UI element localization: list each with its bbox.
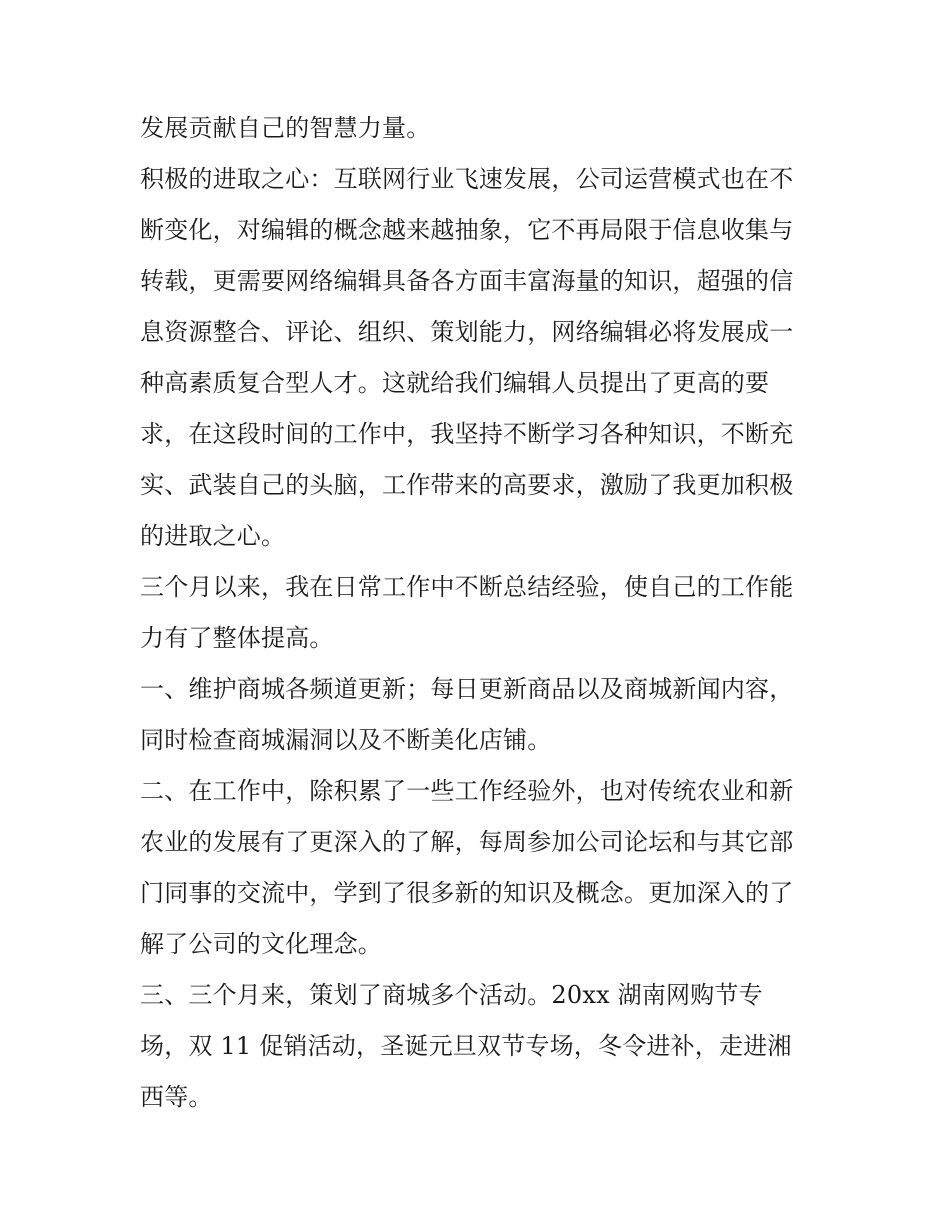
text-line: 场，双 11 促销活动，圣诞元旦双节专场，冬令进补，走进湘 <box>140 1032 792 1060</box>
text-line: 力有了整体提高。 <box>140 624 334 652</box>
text-line: 三、三个月来，策划了商城多个活动。20xx 湖南网购节专 <box>140 981 763 1009</box>
text-line: 实、武装自己的头脑，工作带来的高要求，激励了我更加积极 <box>140 471 794 499</box>
text-line: 发展贡献自己的智慧力量。 <box>140 114 431 142</box>
text-line: 门同事的交流中，学到了很多新的知识及概念。更加深入的了 <box>140 879 794 907</box>
text-line: 的进取之心。 <box>140 522 286 550</box>
text-line: 三个月以来，我在日常工作中不断总结经验，使自己的工作能 <box>140 573 794 601</box>
text-line: 转载，更需要网络编辑具备各方面丰富海量的知识，超强的信 <box>140 267 794 295</box>
text-line: 种高素质复合型人才。这就给我们编辑人员提出了更高的要 <box>140 369 770 397</box>
text-line: 解了公司的文化理念。 <box>140 930 382 958</box>
text-line: 积极的进取之心：互联网行业飞速发展，公司运营模式也在不 <box>140 165 794 193</box>
text-line: 二、在工作中，除积累了一些工作经验外，也对传统农业和新 <box>140 777 794 805</box>
text-line: 一、维护商城各频道更新；每日更新商品以及商城新闻内容， <box>140 675 794 703</box>
text-line: 息资源整合、评论、组织、策划能力，网络编辑必将发展成一 <box>140 318 794 346</box>
document-body <box>140 103 812 1123</box>
text-line: 求，在这段时间的工作中，我坚持不断学习各种知识，不断充 <box>140 420 794 448</box>
text-line: 同时检查商城漏洞以及不断美化店铺。 <box>140 726 552 754</box>
text-line: 西等。 <box>140 1083 213 1111</box>
text-line: 断变化，对编辑的概念越来越抽象，它不再局限于信息收集与 <box>140 216 794 244</box>
text-line: 农业的发展有了更深入的了解，每周参加公司论坛和与其它部 <box>140 828 794 856</box>
